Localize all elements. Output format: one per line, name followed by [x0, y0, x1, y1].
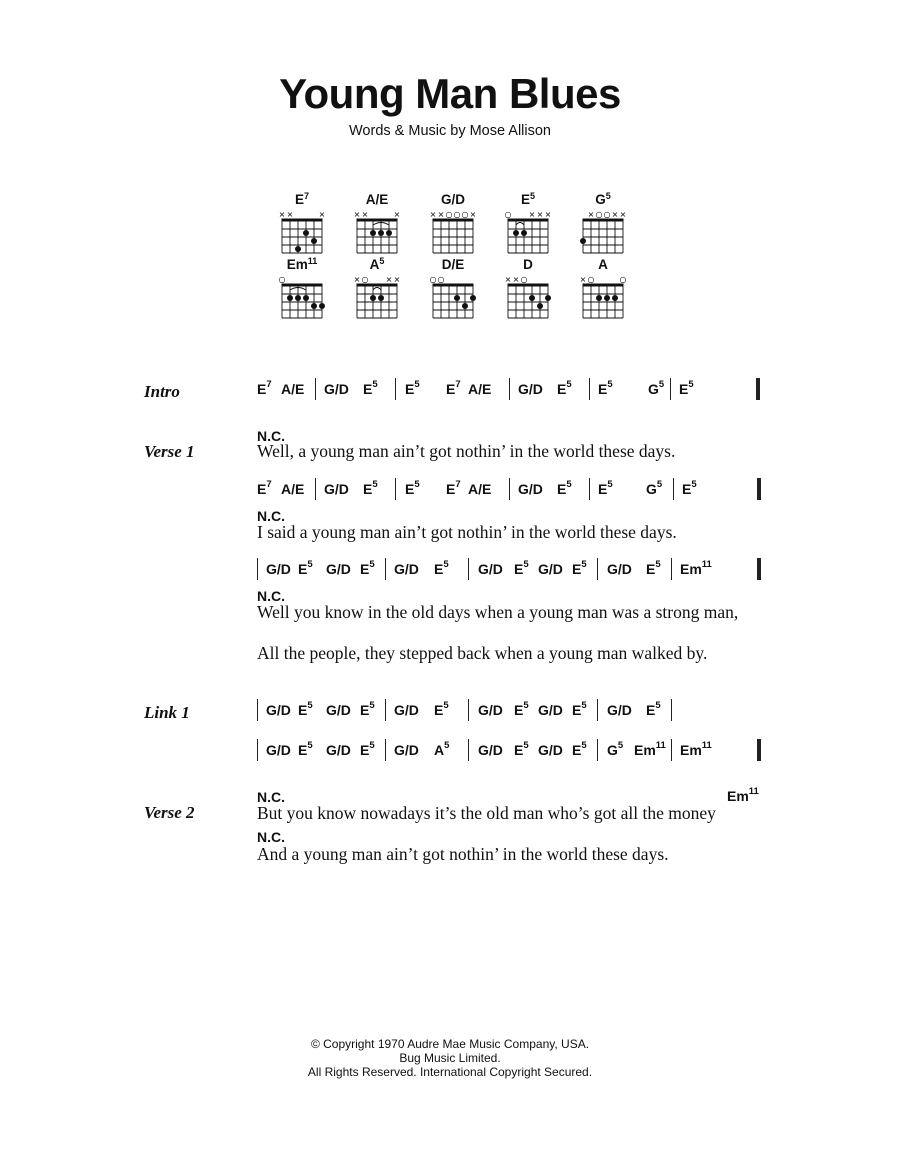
fretboard-grid	[503, 209, 553, 261]
chord-symbol: $E^5$	[679, 379, 694, 397]
chord-symbol: G/D	[266, 702, 291, 718]
chord-diagram-name: A	[598, 257, 608, 272]
chord-symbol: $E^5$	[572, 740, 587, 758]
bar-line	[315, 378, 316, 400]
chord-symbol: $E^5$	[405, 379, 420, 397]
chord-diagram-name: $E^5$	[520, 191, 536, 207]
open-string-marker: ○	[587, 275, 595, 284]
chord-symbol: $G^5$	[648, 379, 665, 397]
chord-symbol: Em$^{11}$	[727, 786, 759, 804]
chord-symbol: G/D	[394, 742, 419, 758]
chord-symbol: $G^5$	[646, 479, 663, 497]
chord-diagram	[277, 192, 337, 262]
bar-line	[509, 478, 510, 500]
open-string-marker: ○	[437, 275, 445, 284]
chord-symbol: $E^5$	[598, 479, 613, 497]
fretboard-grid	[352, 209, 402, 261]
open-string-marker: ○	[619, 275, 627, 284]
nc-marker: N.C.	[257, 428, 285, 444]
chord-diagram	[428, 192, 488, 262]
bar-line	[257, 699, 258, 721]
chord-symbol: $E^5$	[557, 379, 572, 397]
chord-diagram	[503, 257, 563, 327]
chord-symbol: $E^5$	[298, 740, 313, 758]
muted-string-marker: ×	[619, 210, 627, 219]
final-bar-line	[757, 739, 761, 761]
copyright-line: © Copyright 1970 Audre Mae Music Company, USA.	[310, 1037, 590, 1051]
chord-symbol: G/D	[538, 702, 563, 718]
chord-symbol: Em$^{11}$	[680, 740, 712, 758]
muted-string-marker: ×	[528, 210, 536, 219]
chord-symbol: G/D	[324, 381, 349, 397]
muted-string-marker: ×	[611, 210, 619, 219]
nc-marker: N.C.	[257, 588, 285, 604]
chord-symbol: G/D	[518, 481, 543, 497]
open-string-marker: ○	[603, 210, 611, 219]
muted-string-marker: ×	[587, 210, 595, 219]
chord-symbol: G/D	[266, 561, 291, 577]
chord-symbol: $E^5$	[363, 479, 378, 497]
bar-line	[597, 699, 598, 721]
section-label-verse-2: Verse 2	[144, 803, 195, 822]
finger-dot	[370, 295, 376, 301]
chord-symbol: $E^7$	[257, 479, 272, 497]
bar-line	[468, 558, 469, 580]
copyright-line: Bug Music Limited.	[399, 1051, 501, 1065]
chord-symbol: G/D	[394, 561, 419, 577]
chord-symbol: $E^5$	[360, 740, 375, 758]
chord-symbol: $E^5$	[572, 700, 587, 718]
lyric-line: Well, a young man ain’t got nothin’ in the world these days.	[257, 441, 676, 461]
muted-string-marker: ×	[437, 210, 445, 219]
finger-dot	[454, 295, 460, 301]
finger-dot	[537, 303, 543, 309]
muted-string-marker: ×	[286, 210, 294, 219]
chord-diagram	[578, 192, 638, 262]
finger-dot	[378, 295, 384, 301]
chord-diagram	[352, 257, 412, 327]
finger-dot	[612, 295, 618, 301]
bar-line	[468, 739, 469, 761]
muted-string-marker: ×	[353, 275, 361, 284]
muted-string-marker: ×	[393, 210, 401, 219]
chord-symbol: $E^5$	[682, 479, 697, 497]
muted-string-marker: ×	[429, 210, 437, 219]
barre-arc	[373, 288, 381, 291]
lyric-line: And a young man ain’t got nothin’ in the world these days.	[257, 844, 669, 864]
final-bar-line	[756, 378, 760, 400]
chord-diagram-name: Em$^{11}$	[286, 256, 318, 272]
chord-diagram	[352, 192, 412, 262]
nc-marker: N.C.	[257, 829, 285, 845]
bar-line	[509, 378, 510, 400]
barre-arc	[516, 223, 524, 226]
chord-symbol: G/D	[478, 702, 503, 718]
chord-symbol: $E^5$	[514, 740, 529, 758]
chord-symbol: $E^5$	[298, 559, 313, 577]
chord-symbol: G/D	[326, 742, 351, 758]
muted-string-marker: ×	[579, 275, 587, 284]
chord-diagram	[428, 257, 488, 327]
muted-string-marker: ×	[385, 275, 393, 284]
fretboard-grid	[503, 274, 553, 326]
finger-dot	[462, 303, 468, 309]
bar-line	[597, 558, 598, 580]
nc-marker: N.C.	[257, 508, 285, 524]
chord-symbol: G/D	[607, 702, 632, 718]
bar-line	[589, 478, 590, 500]
chord-symbol: $E^5$	[557, 479, 572, 497]
finger-dot	[311, 303, 317, 309]
finger-dot	[319, 303, 325, 309]
fretboard-grid	[277, 209, 327, 261]
fretboard-grid	[428, 209, 478, 261]
bar-line	[671, 739, 672, 761]
chord-symbol: A/E	[468, 381, 492, 397]
lyric-line: All the people, they stepped back when a young man walked by.	[257, 643, 708, 663]
final-bar-line	[757, 558, 761, 580]
chord-diagram	[503, 192, 563, 262]
chord-symbol: $E^5$	[514, 700, 529, 718]
bar-line	[597, 739, 598, 761]
chord-symbol: $E^5$	[360, 559, 375, 577]
finger-dot	[295, 295, 301, 301]
muted-string-marker: ×	[512, 275, 520, 284]
chord-diagram-name: $A^5$	[369, 256, 385, 272]
bar-line	[673, 478, 674, 500]
chord-symbol: G/D	[478, 742, 503, 758]
section-label-verse-1: Verse 1	[144, 442, 195, 461]
fretboard-grid	[578, 274, 628, 326]
chord-symbol: A/E	[468, 481, 492, 497]
fretboard-grid	[352, 274, 402, 326]
finger-dot	[529, 295, 535, 301]
lyric-line: But you know nowadays it’s the old man who’s got all the money	[257, 803, 716, 823]
fretboard-grid	[428, 274, 478, 326]
finger-dot	[303, 230, 309, 236]
section-label-intro: Intro	[144, 382, 180, 401]
muted-string-marker: ×	[393, 275, 401, 284]
finger-dot	[545, 295, 551, 301]
copyright-line: All Rights Reserved. International Copyright Secured.	[307, 1065, 593, 1079]
muted-string-marker: ×	[469, 210, 477, 219]
chord-symbol: $E^7$	[446, 479, 461, 497]
open-string-marker: ○	[429, 275, 437, 284]
chord-symbol: $E^7$	[446, 379, 461, 397]
chord-symbol: G/D	[518, 381, 543, 397]
muted-string-marker: ×	[361, 210, 369, 219]
lyric-line: Well you know in the old days when a young man was a strong man,	[257, 602, 739, 622]
section-label-link-1: Link 1	[144, 703, 190, 722]
chord-symbol: $E^5$	[298, 700, 313, 718]
chord-symbol: A/E	[281, 481, 305, 497]
chord-diagram-name: $G^5$	[595, 191, 611, 207]
chord-diagram	[578, 257, 638, 327]
finger-dot	[580, 238, 586, 244]
open-string-marker: ○	[520, 275, 528, 284]
bar-line	[257, 558, 258, 580]
muted-string-marker: ×	[278, 210, 286, 219]
chord-symbol: $A^5$	[434, 740, 450, 758]
chord-diagram-name: D	[523, 257, 533, 272]
chord-symbol: G/D	[478, 561, 503, 577]
finger-dot	[295, 246, 301, 252]
finger-dot	[513, 230, 519, 236]
final-bar-line	[757, 478, 761, 500]
finger-dot	[303, 295, 309, 301]
chord-symbol: G/D	[326, 702, 351, 718]
chord-diagram-name: D/E	[441, 257, 465, 272]
chord-symbol: $E^5$	[360, 700, 375, 718]
finger-dot	[378, 230, 384, 236]
chord-symbol: $E^5$	[598, 379, 613, 397]
chord-diagram-name: $E^7$	[294, 191, 310, 207]
chord-symbol: G/D	[324, 481, 349, 497]
bar-line	[670, 378, 671, 400]
finger-dot	[521, 230, 527, 236]
chord-symbol: $E^5$	[363, 379, 378, 397]
chord-symbol: $E^7$	[257, 379, 272, 397]
chord-diagram-name: A/E	[365, 192, 389, 207]
bar-line	[385, 558, 386, 580]
finger-dot	[386, 230, 392, 236]
finger-dot	[604, 295, 610, 301]
chord-symbol: G/D	[326, 561, 351, 577]
chord-symbol: G/D	[538, 742, 563, 758]
bar-line	[589, 378, 590, 400]
chord-symbol: $G^5$	[607, 740, 624, 758]
open-string-marker: ○	[504, 210, 512, 219]
chord-symbol: G/D	[266, 742, 291, 758]
bar-line	[315, 478, 316, 500]
chord-diagram-name: G/D	[440, 192, 465, 207]
chord-diagram	[277, 257, 337, 327]
nc-marker: N.C.	[257, 789, 285, 805]
bar-line	[257, 739, 258, 761]
chord-symbol: G/D	[607, 561, 632, 577]
chord-symbol: $E^5$	[572, 559, 587, 577]
song-credit: Words & Music by Mose Allison	[349, 123, 551, 139]
open-string-marker: ○	[278, 275, 286, 284]
chord-symbol: Em$^{11}$	[680, 559, 712, 577]
finger-dot	[370, 230, 376, 236]
finger-dot	[470, 295, 476, 301]
open-string-marker: ○	[453, 210, 461, 219]
bar-line	[671, 699, 672, 721]
finger-dot	[311, 238, 317, 244]
open-string-marker: ○	[461, 210, 469, 219]
muted-string-marker: ×	[318, 210, 326, 219]
chord-symbol: A/E	[281, 381, 305, 397]
chord-symbol: G/D	[538, 561, 563, 577]
chord-symbol: Em$^{11}$	[634, 740, 666, 758]
muted-string-marker: ×	[544, 210, 552, 219]
chord-symbol: $E^5$	[646, 700, 661, 718]
muted-string-marker: ×	[353, 210, 361, 219]
fretboard-grid	[578, 209, 628, 261]
lyric-line: I said a young man ain’t got nothin’ in the world these days.	[257, 522, 677, 542]
finger-dot	[596, 295, 602, 301]
open-string-marker: ○	[445, 210, 453, 219]
finger-dot	[287, 295, 293, 301]
chord-symbol: $E^5$	[646, 559, 661, 577]
bar-line	[671, 558, 672, 580]
open-string-marker: ○	[361, 275, 369, 284]
chord-symbol: $E^5$	[434, 559, 449, 577]
bar-line	[468, 699, 469, 721]
bar-line	[385, 699, 386, 721]
chord-symbol: $E^5$	[434, 700, 449, 718]
fretboard-grid	[277, 274, 327, 326]
song-title: Young Man Blues	[279, 70, 621, 117]
bar-line	[385, 739, 386, 761]
chord-symbol: $E^5$	[405, 479, 420, 497]
chord-symbol: G/D	[394, 702, 419, 718]
chord-symbol: $E^5$	[514, 559, 529, 577]
open-string-marker: ○	[595, 210, 603, 219]
muted-string-marker: ×	[504, 275, 512, 284]
muted-string-marker: ×	[536, 210, 544, 219]
bar-line	[395, 478, 396, 500]
bar-line	[395, 378, 396, 400]
